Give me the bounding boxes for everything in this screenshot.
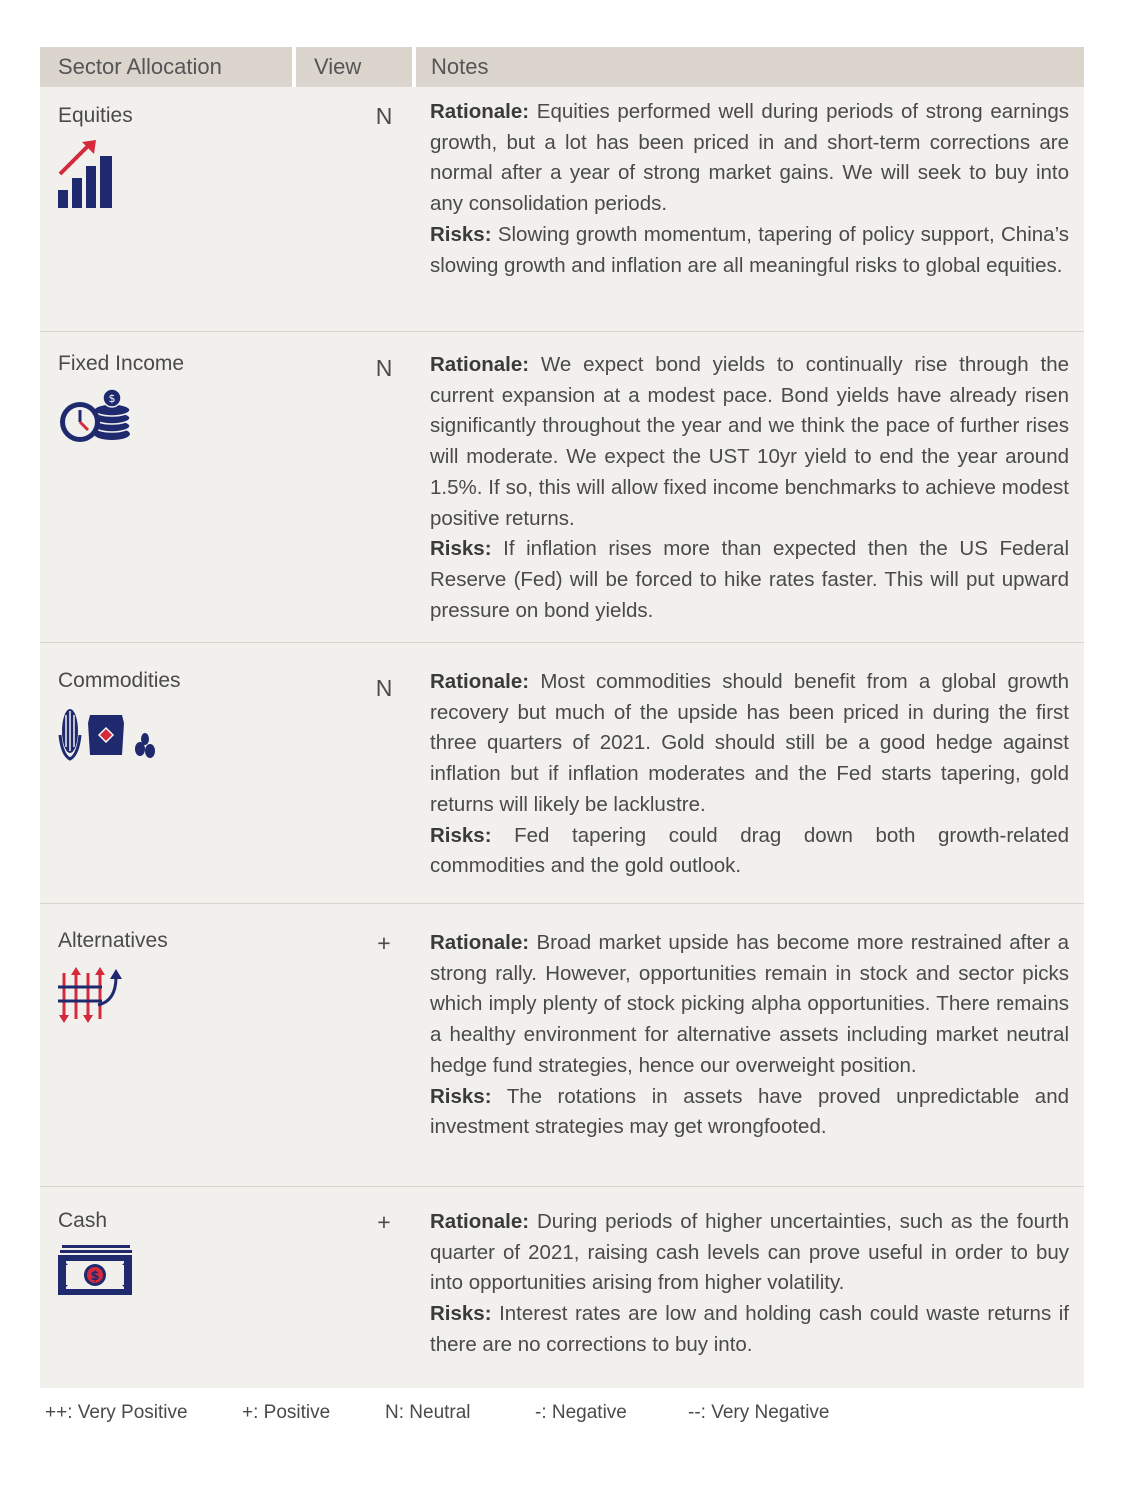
sector-name: Alternatives	[58, 929, 168, 952]
view-rating: N	[375, 355, 393, 381]
corn-sack-beans-icon	[58, 705, 296, 768]
svg-text:$: $	[90, 1269, 100, 1284]
rationale-text: Broad market upside has become more restrained after a strong rally. However, opportunities remain in stock and sector picks which imply plenty of stock picking alpha opportunities. There remains a healthy environment for alternative assets including market neutral hedge fund strategies, hence our overweight position.	[430, 931, 1069, 1077]
rationale-label: Rationale:	[430, 100, 530, 123]
legend-negative: -: Negative	[535, 1402, 627, 1423]
arrows-up-down-icon	[58, 965, 296, 1030]
view-rating: +	[377, 1209, 391, 1235]
notes-text	[430, 928, 1069, 1143]
bar-chart-growth-icon	[58, 140, 296, 215]
banknotes-icon	[58, 1245, 296, 1302]
rationale-label: Rationale:	[430, 1210, 530, 1233]
risks-text: Fed tapering could drag down both growth-related commodities and the gold outlook.	[430, 823, 1070, 878]
view-rating: N	[375, 675, 393, 701]
risks-label: Risks:	[430, 537, 492, 561]
rationale-text: We expect bond yields to continually rise through the current expansion at a modest pace. Bond yields have already risen significantly throughout the year and we think the pace of further rises will moderate. We expect the UST 10yr yield to end the year around 1.5%. If so, this will allow fixed income benchmarks to achieve modest positive returns.	[430, 353, 1069, 530]
table-row-cash	[40, 1187, 1084, 1388]
rationale-label: Rationale:	[430, 931, 530, 954]
notes-text	[430, 97, 1069, 281]
rationale-label: Rationale:	[430, 670, 530, 693]
sector-name: Equities	[58, 104, 133, 127]
svg-text:$: $	[108, 392, 116, 405]
table-header	[40, 47, 1084, 87]
rationale-label: Rationale:	[430, 353, 530, 376]
header-sector-allocation: Sector Allocation	[40, 47, 292, 87]
table-row-equities	[40, 87, 1084, 332]
rationale-text: During periods of higher uncertainties, such as the fourth quarter of 2021, raising cash levels can prove useful in order to buy into opportunities arising from higher volatility.	[430, 1210, 1069, 1295]
clock-coins-icon	[58, 388, 296, 453]
view-legend	[45, 1402, 830, 1424]
risks-label: Risks:	[430, 1302, 492, 1326]
view-rating: +	[377, 930, 391, 956]
risks-label: Risks:	[430, 222, 492, 246]
legend-neutral: N: Neutral	[385, 1402, 471, 1423]
table-row-fixed-income	[40, 332, 1084, 643]
rationale-text: Most commodities should benefit from a global growth recovery but much of the upside has been priced in during the first three quarters of 2021. Gold should still be a good hedge against inflation but if inflation moderates and the Fed starts tapering, gold returns will likely be lacklustre.	[430, 670, 1069, 816]
view-rating: N	[375, 103, 393, 129]
header-view: View	[296, 47, 412, 87]
legend-positive: +: Positive	[242, 1402, 331, 1423]
table-row-alternatives	[40, 904, 1084, 1187]
sector-name: Cash	[58, 1209, 108, 1232]
risks-text: The rotations in assets have proved unpredictable and investment strategies may get wrongfooted.	[430, 1084, 1070, 1139]
notes-text	[430, 1207, 1069, 1361]
sector-name: Commodities	[58, 669, 181, 692]
risks-text: Interest rates are low and holding cash could waste returns if there are no corrections to buy into.	[430, 1302, 1069, 1356]
legend-very-negative: --: Very Negative	[688, 1402, 830, 1423]
legend-very-positive: ++: Very Positive	[45, 1402, 188, 1423]
risks-label: Risks:	[430, 1084, 492, 1108]
table-row-commodities	[40, 643, 1084, 904]
rationale-text: Equities performed well during periods of strong earnings growth, but a lot has been priced in and short-term corrections are normal after a year of strong market gains. We will seek to buy into any consolidation periods.	[430, 100, 1069, 216]
sector-name: Fixed Income	[58, 352, 185, 375]
risks-text: Slowing growth momentum, tapering of policy support, China’s slowing growth and inflation are all meaningful risks to global equities.	[430, 222, 1070, 277]
header-notes: Notes	[416, 47, 1084, 87]
risks-label: Risks:	[430, 823, 492, 847]
risks-text: If inflation rises more than expected then the US Federal Reserve (Fed) will be forced to hike rates faster. This will put upward pressure on bond yields.	[430, 537, 1070, 622]
notes-text	[430, 350, 1069, 626]
sector-allocation-table	[40, 47, 1084, 1388]
notes-text	[430, 667, 1069, 882]
